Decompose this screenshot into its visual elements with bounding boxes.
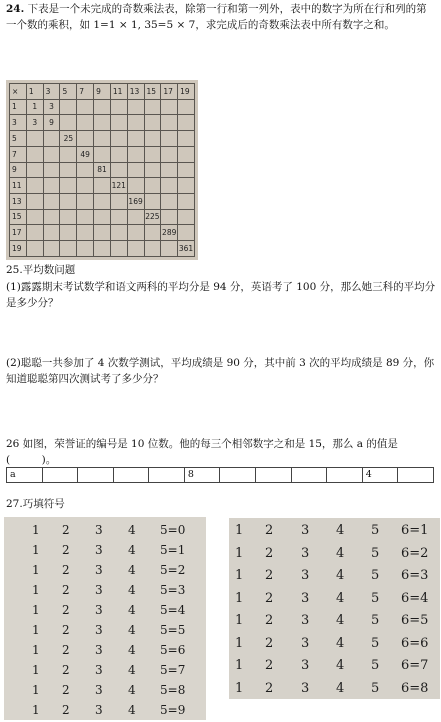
table-cell bbox=[127, 225, 144, 241]
table-cell bbox=[26, 131, 43, 147]
table-cell bbox=[94, 146, 111, 162]
equation-term: 5 bbox=[371, 635, 380, 651]
table-cell bbox=[144, 194, 161, 210]
equation-row bbox=[4, 680, 206, 700]
table-cell bbox=[43, 178, 60, 194]
table-cell: 25 bbox=[60, 131, 77, 147]
digit-cell bbox=[327, 468, 363, 483]
table-cell bbox=[127, 131, 144, 147]
table-header-row bbox=[10, 84, 195, 100]
table-cell bbox=[60, 194, 77, 210]
table-cell bbox=[127, 178, 144, 194]
table-cell: 19 bbox=[178, 84, 195, 100]
table-cell: 13 bbox=[127, 84, 144, 100]
equation-row bbox=[4, 640, 206, 660]
equation-term: 4 bbox=[336, 613, 345, 628]
equation-term: 4 bbox=[128, 583, 136, 597]
equation-term: 1 bbox=[235, 680, 244, 696]
table-row bbox=[10, 146, 195, 162]
table-cell bbox=[127, 241, 144, 257]
table-cell bbox=[77, 225, 94, 241]
equation-term: 4 bbox=[128, 643, 136, 657]
equation-term: 2 bbox=[62, 563, 70, 577]
equation-term: 6=2 bbox=[401, 545, 429, 561]
table-cell bbox=[161, 241, 178, 257]
equation-row bbox=[229, 565, 440, 588]
table-row bbox=[7, 468, 434, 483]
equation-term: 2 bbox=[265, 658, 274, 673]
equation-term: 2 bbox=[265, 568, 274, 583]
equation-term: 5=1 bbox=[160, 543, 186, 557]
equation-term: 5 bbox=[371, 545, 380, 561]
equation-row bbox=[4, 700, 206, 720]
equation-row bbox=[4, 620, 206, 640]
equation-term: 1 bbox=[235, 590, 244, 606]
table-cell: 1 bbox=[26, 99, 43, 115]
table-cell: 13 bbox=[10, 194, 27, 210]
equation-row bbox=[229, 543, 440, 566]
table-cell: 11 bbox=[110, 84, 127, 100]
equation-term: 1 bbox=[32, 543, 40, 557]
digit-cell: 8 bbox=[184, 468, 220, 483]
equation-term: 2 bbox=[265, 635, 274, 651]
equation-term: 5=0 bbox=[160, 523, 186, 537]
equation-term: 4 bbox=[336, 568, 345, 583]
equation-term: 3 bbox=[301, 658, 310, 673]
equation-term: 4 bbox=[128, 523, 136, 537]
equation-term: 4 bbox=[128, 683, 136, 697]
table-cell bbox=[77, 194, 94, 210]
table-cell: 81 bbox=[94, 162, 111, 178]
equation-row bbox=[4, 600, 206, 620]
table-cell bbox=[127, 115, 144, 131]
table-cell bbox=[60, 241, 77, 257]
equation-term: 2 bbox=[62, 543, 70, 557]
digit-cell bbox=[149, 468, 185, 483]
equation-term: 6=6 bbox=[401, 635, 429, 651]
table-row bbox=[10, 162, 195, 178]
table-cell bbox=[77, 241, 94, 257]
table-cell bbox=[110, 99, 127, 115]
equation-term: 3 bbox=[95, 523, 103, 537]
equation-term: 3 bbox=[95, 563, 103, 577]
table-cell: 15 bbox=[144, 84, 161, 100]
table-cell bbox=[161, 131, 178, 147]
equation-term: 4 bbox=[128, 563, 136, 577]
equation-term: 5=4 bbox=[160, 603, 186, 617]
problem-25-question-1: (1)露露期末考试数学和语文两科的平均分是 94 分，英语考了 100 分，那么她三科的平均分是多少分？ bbox=[6, 281, 436, 309]
table-cell bbox=[127, 162, 144, 178]
equation-term: 5 bbox=[371, 658, 380, 673]
table-row bbox=[10, 209, 195, 225]
problem-25-title: 25.平均数问题 bbox=[6, 264, 76, 276]
table-cell: 15 bbox=[10, 209, 27, 225]
table-cell bbox=[26, 209, 43, 225]
equation-term: 1 bbox=[32, 523, 40, 537]
equation-term: 2 bbox=[62, 683, 70, 697]
table-cell bbox=[94, 225, 111, 241]
table-cell: 1 bbox=[10, 99, 27, 115]
table-cell bbox=[110, 162, 127, 178]
table-cell bbox=[60, 115, 77, 131]
table-cell: 3 bbox=[43, 84, 60, 100]
equation-term: 2 bbox=[62, 523, 70, 537]
table-cell bbox=[43, 241, 60, 257]
certificate-number-row bbox=[6, 467, 434, 483]
digit-cell: a bbox=[7, 468, 43, 483]
problem-25-question-2: (2)聪聪一共参加了 4 次数学测试，平均成绩是 90 分，其中前 3 次的平均成绩是 89 分，你知道聪聪第四次测试考了多少分？ bbox=[6, 357, 435, 385]
table-cell: 9 bbox=[10, 162, 27, 178]
table-cell bbox=[161, 162, 178, 178]
table-cell bbox=[43, 162, 60, 178]
table-cell bbox=[94, 115, 111, 131]
table-cell bbox=[161, 146, 178, 162]
equation-term: 2 bbox=[265, 613, 274, 628]
digit-cell bbox=[113, 468, 149, 483]
equation-term: 5=5 bbox=[160, 623, 186, 637]
equation-term: 4 bbox=[128, 603, 136, 617]
table-cell bbox=[110, 194, 127, 210]
equation-term: 1 bbox=[235, 523, 244, 538]
table-cell bbox=[161, 99, 178, 115]
table-row bbox=[10, 178, 195, 194]
equation-term: 3 bbox=[301, 635, 310, 651]
table-cell bbox=[110, 241, 127, 257]
equation-term: 5 bbox=[371, 590, 380, 606]
equation-term: 6=1 bbox=[401, 523, 429, 538]
problem-24-text bbox=[6, 2, 436, 34]
table-cell bbox=[178, 131, 195, 147]
equation-term: 2 bbox=[62, 703, 70, 717]
equation-term: 5 bbox=[371, 613, 380, 628]
table-cell bbox=[161, 115, 178, 131]
equation-row bbox=[4, 540, 206, 560]
equation-term: 1 bbox=[32, 563, 40, 577]
equation-term: 3 bbox=[95, 603, 103, 617]
digit-cell bbox=[291, 468, 327, 483]
equation-term: 4 bbox=[336, 658, 345, 673]
equation-term: 3 bbox=[95, 583, 103, 597]
table-cell: 9 bbox=[43, 115, 60, 131]
equation-term: 2 bbox=[265, 523, 274, 538]
equation-term: 1 bbox=[235, 545, 244, 561]
table-cell bbox=[77, 131, 94, 147]
table-cell bbox=[43, 131, 60, 147]
multiplication-grid bbox=[9, 83, 195, 257]
table-cell bbox=[178, 146, 195, 162]
table-cell bbox=[26, 162, 43, 178]
table-cell bbox=[60, 178, 77, 194]
equation-term: 2 bbox=[62, 663, 70, 677]
table-cell bbox=[94, 209, 111, 225]
equation-term: 1 bbox=[235, 658, 244, 673]
equation-term: 2 bbox=[62, 643, 70, 657]
equation-term: 1 bbox=[32, 683, 40, 697]
equation-term: 2 bbox=[265, 680, 274, 696]
table-row bbox=[10, 99, 195, 115]
equation-term: 2 bbox=[265, 590, 274, 606]
table-cell bbox=[178, 115, 195, 131]
table-cell bbox=[127, 99, 144, 115]
table-cell bbox=[144, 162, 161, 178]
equation-row bbox=[229, 655, 440, 678]
equation-row bbox=[229, 678, 440, 701]
equation-term: 6=8 bbox=[401, 680, 429, 696]
table-cell bbox=[77, 178, 94, 194]
table-cell bbox=[178, 225, 195, 241]
table-cell: 225 bbox=[144, 209, 161, 225]
table-cell: × bbox=[10, 84, 27, 100]
table-cell bbox=[161, 209, 178, 225]
table-cell bbox=[144, 146, 161, 162]
digit-cell: 4 bbox=[362, 468, 398, 483]
equation-term: 4 bbox=[128, 543, 136, 557]
table-cell bbox=[77, 209, 94, 225]
equation-row bbox=[4, 560, 206, 580]
equation-term: 5 bbox=[371, 568, 380, 583]
table-cell: 361 bbox=[178, 241, 195, 257]
equation-term: 1 bbox=[235, 635, 244, 651]
table-cell: 121 bbox=[110, 178, 127, 194]
equation-term: 6=5 bbox=[401, 613, 429, 628]
equation-term: 5=7 bbox=[160, 663, 186, 677]
digit-cell bbox=[256, 468, 292, 483]
table-cell bbox=[60, 209, 77, 225]
table-cell: 3 bbox=[43, 99, 60, 115]
table-cell bbox=[94, 178, 111, 194]
table-cell bbox=[178, 178, 195, 194]
equation-term: 2 bbox=[62, 583, 70, 597]
table-cell bbox=[127, 146, 144, 162]
table-cell bbox=[43, 194, 60, 210]
table-cell bbox=[77, 162, 94, 178]
table-cell bbox=[94, 131, 111, 147]
equation-term: 3 bbox=[301, 613, 310, 628]
digit-cell bbox=[398, 468, 434, 483]
equation-term: 3 bbox=[95, 643, 103, 657]
equation-term: 4 bbox=[128, 663, 136, 677]
table-cell: 19 bbox=[10, 241, 27, 257]
table-cell: 1 bbox=[26, 84, 43, 100]
fill-symbols-right-image bbox=[229, 518, 440, 699]
table-cell bbox=[110, 131, 127, 147]
problem-24-body: 下表是一个未完成的奇数乘法表，除第一行和第一列外，表中的数字为所在行和列的第一个数的乘积，如 1=1 × 1, 35=5 × 7，求完成后的奇数乘法表中所有数字之和。 bbox=[6, 3, 427, 31]
equation-term: 5=2 bbox=[160, 563, 186, 577]
equation-term: 5 bbox=[371, 523, 380, 538]
table-cell bbox=[178, 99, 195, 115]
equation-term: 1 bbox=[32, 643, 40, 657]
equation-row bbox=[229, 610, 440, 633]
table-cell: 11 bbox=[10, 178, 27, 194]
equation-term: 3 bbox=[95, 703, 103, 717]
table-cell bbox=[94, 194, 111, 210]
table-cell bbox=[77, 115, 94, 131]
equation-row bbox=[229, 633, 440, 656]
problem-26-text: 26 如图，荣誉证的编号是 10 位数。他的每三个相邻数字之和是 15，那么 a 的值是( )。 bbox=[6, 438, 398, 466]
equation-term: 6=7 bbox=[401, 658, 429, 673]
table-cell: 7 bbox=[77, 84, 94, 100]
table-cell: 289 bbox=[161, 225, 178, 241]
equation-term: 4 bbox=[336, 545, 345, 561]
table-cell bbox=[144, 115, 161, 131]
equation-row bbox=[4, 580, 206, 600]
table-cell bbox=[43, 225, 60, 241]
equation-term: 3 bbox=[301, 590, 310, 606]
table-row bbox=[10, 194, 195, 210]
equation-term: 5=9 bbox=[160, 703, 186, 717]
table-row bbox=[10, 131, 195, 147]
table-cell bbox=[94, 99, 111, 115]
table-row bbox=[10, 241, 195, 257]
table-cell: 9 bbox=[94, 84, 111, 100]
table-cell bbox=[26, 194, 43, 210]
table-cell: 5 bbox=[60, 84, 77, 100]
table-cell: 17 bbox=[161, 84, 178, 100]
equation-term: 5=8 bbox=[160, 683, 186, 697]
table-cell bbox=[144, 99, 161, 115]
equation-term: 6=3 bbox=[401, 568, 429, 583]
equation-term: 1 bbox=[32, 663, 40, 677]
table-cell bbox=[43, 209, 60, 225]
equation-term: 3 bbox=[301, 680, 310, 696]
equation-row bbox=[4, 660, 206, 680]
equation-term: 1 bbox=[32, 703, 40, 717]
equation-term: 2 bbox=[62, 603, 70, 617]
table-cell bbox=[127, 209, 144, 225]
equation-term: 1 bbox=[32, 623, 40, 637]
table-cell bbox=[60, 162, 77, 178]
equation-row bbox=[4, 520, 206, 540]
table-cell bbox=[144, 131, 161, 147]
equation-term: 4 bbox=[128, 623, 136, 637]
table-cell bbox=[144, 225, 161, 241]
equation-term: 5=3 bbox=[160, 583, 186, 597]
odd-multiplication-table bbox=[6, 80, 198, 260]
equation-term: 4 bbox=[336, 635, 345, 651]
equation-term: 3 bbox=[301, 523, 310, 538]
table-cell: 5 bbox=[10, 131, 27, 147]
equation-term: 4 bbox=[336, 523, 345, 538]
table-cell: 3 bbox=[26, 115, 43, 131]
table-cell bbox=[110, 225, 127, 241]
table-cell bbox=[161, 178, 178, 194]
table-cell bbox=[60, 146, 77, 162]
table-cell bbox=[26, 178, 43, 194]
equation-term: 3 bbox=[95, 543, 103, 557]
table-cell: 49 bbox=[77, 146, 94, 162]
table-cell bbox=[26, 241, 43, 257]
equation-term: 3 bbox=[95, 683, 103, 697]
table-cell bbox=[178, 162, 195, 178]
problem-24-number: 24. bbox=[6, 3, 25, 15]
equation-term: 3 bbox=[301, 568, 310, 583]
table-cell bbox=[60, 99, 77, 115]
equation-term: 6=4 bbox=[401, 590, 429, 606]
equation-term: 1 bbox=[32, 583, 40, 597]
equation-term: 4 bbox=[336, 680, 345, 696]
equation-term: 1 bbox=[32, 603, 40, 617]
table-row bbox=[10, 115, 195, 131]
table-cell: 7 bbox=[10, 146, 27, 162]
equation-term: 4 bbox=[128, 703, 136, 717]
table-cell bbox=[26, 225, 43, 241]
equation-term: 5 bbox=[371, 680, 380, 696]
problem-27-title: 27.巧填符号 bbox=[6, 498, 65, 510]
table-cell bbox=[26, 146, 43, 162]
fill-symbols-left-image bbox=[4, 517, 206, 720]
equation-row bbox=[229, 520, 440, 543]
equation-term: 3 bbox=[95, 663, 103, 677]
table-cell bbox=[178, 194, 195, 210]
equation-term: 1 bbox=[235, 568, 244, 583]
table-cell bbox=[60, 225, 77, 241]
table-cell bbox=[110, 115, 127, 131]
table-cell bbox=[77, 99, 94, 115]
table-cell: 169 bbox=[127, 194, 144, 210]
table-cell: 3 bbox=[10, 115, 27, 131]
equation-term: 2 bbox=[62, 623, 70, 637]
equation-term: 5=6 bbox=[160, 643, 186, 657]
equation-term: 3 bbox=[301, 545, 310, 561]
digit-cell bbox=[220, 468, 256, 483]
table-cell bbox=[43, 146, 60, 162]
table-cell bbox=[110, 209, 127, 225]
equation-term: 2 bbox=[265, 545, 274, 561]
table-cell bbox=[144, 178, 161, 194]
digit-cell bbox=[42, 468, 78, 483]
table-cell bbox=[161, 194, 178, 210]
table-cell bbox=[178, 209, 195, 225]
table-row bbox=[10, 225, 195, 241]
digit-cell bbox=[78, 468, 114, 483]
equation-term: 1 bbox=[235, 613, 244, 628]
table-cell bbox=[144, 241, 161, 257]
equation-term: 3 bbox=[95, 623, 103, 637]
table-cell: 17 bbox=[10, 225, 27, 241]
equation-term: 4 bbox=[336, 590, 345, 606]
table-cell bbox=[110, 146, 127, 162]
equation-row bbox=[229, 588, 440, 611]
table-cell bbox=[94, 241, 111, 257]
